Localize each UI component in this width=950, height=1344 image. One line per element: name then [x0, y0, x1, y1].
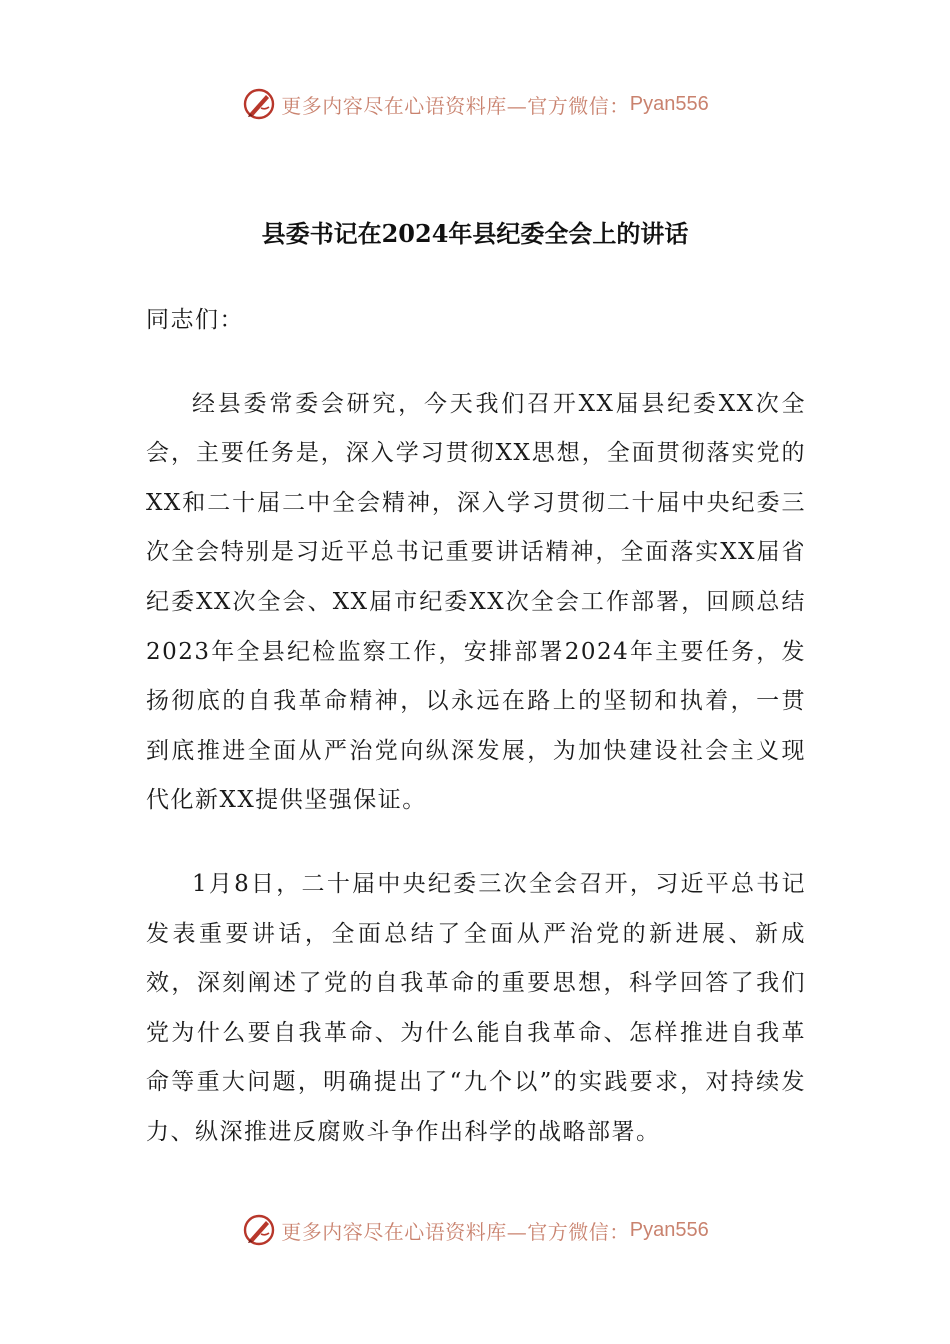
watermark-wechat-id: Pyan556: [629, 92, 709, 115]
watermark-wechat-id: Pyan556: [629, 1218, 709, 1241]
paragraph: 1月8日，二十届中央纪委三次全会召开，习近平总书记发表重要讲话，全面总结了全面从严治党的新进展、新成效，深刻阐述了党的自我革命的重要思想，科学回答了我们党为什么要自我革命、为什么能自我革命、怎样推进自我革命等重大问题，明确提出了“九个以”的实践要求，对持续发力、纵深推进反腐败斗争作出科学的战略部署。: [146, 870, 806, 1145]
pen-logo-icon: [241, 86, 277, 122]
header-watermark: [0, 82, 950, 126]
watermark-text: 更多内容尽在心语资料库—官方微信：: [281, 93, 630, 118]
pen-logo-icon: [241, 1212, 277, 1248]
document-title: 县委书记在2024年县纪委全会上的讲话: [261, 219, 689, 248]
paragraph: 经县委常委会研究，今天我们召开XX届县纪委XX次全会，主要任务是，深入学习贯彻XX思想，全面贯彻落实党的XX和二十届二中全会精神，深入学习贯彻二十届中央纪委三次全会特别是习近平总书记重要讲话精神，全面落实XX届省纪委XX次全会、XX届市纪委XX次全会工作部署，回顾总结2023年全县纪检监察工作，安排部署2024年主要任务，发扬彻底的自我革命精神，以永远在路上的坚韧和执着，一贯到底推进全面从严治党向纵深发展，为加快建设社会主义现代化新XX提供坚强保证。: [146, 390, 806, 814]
watermark-text: 更多内容尽在心语资料库—官方微信：: [281, 1219, 630, 1244]
salutation: 同志们：: [146, 307, 244, 333]
footer-watermark: [0, 1208, 950, 1252]
document-body: [146, 296, 806, 1192]
